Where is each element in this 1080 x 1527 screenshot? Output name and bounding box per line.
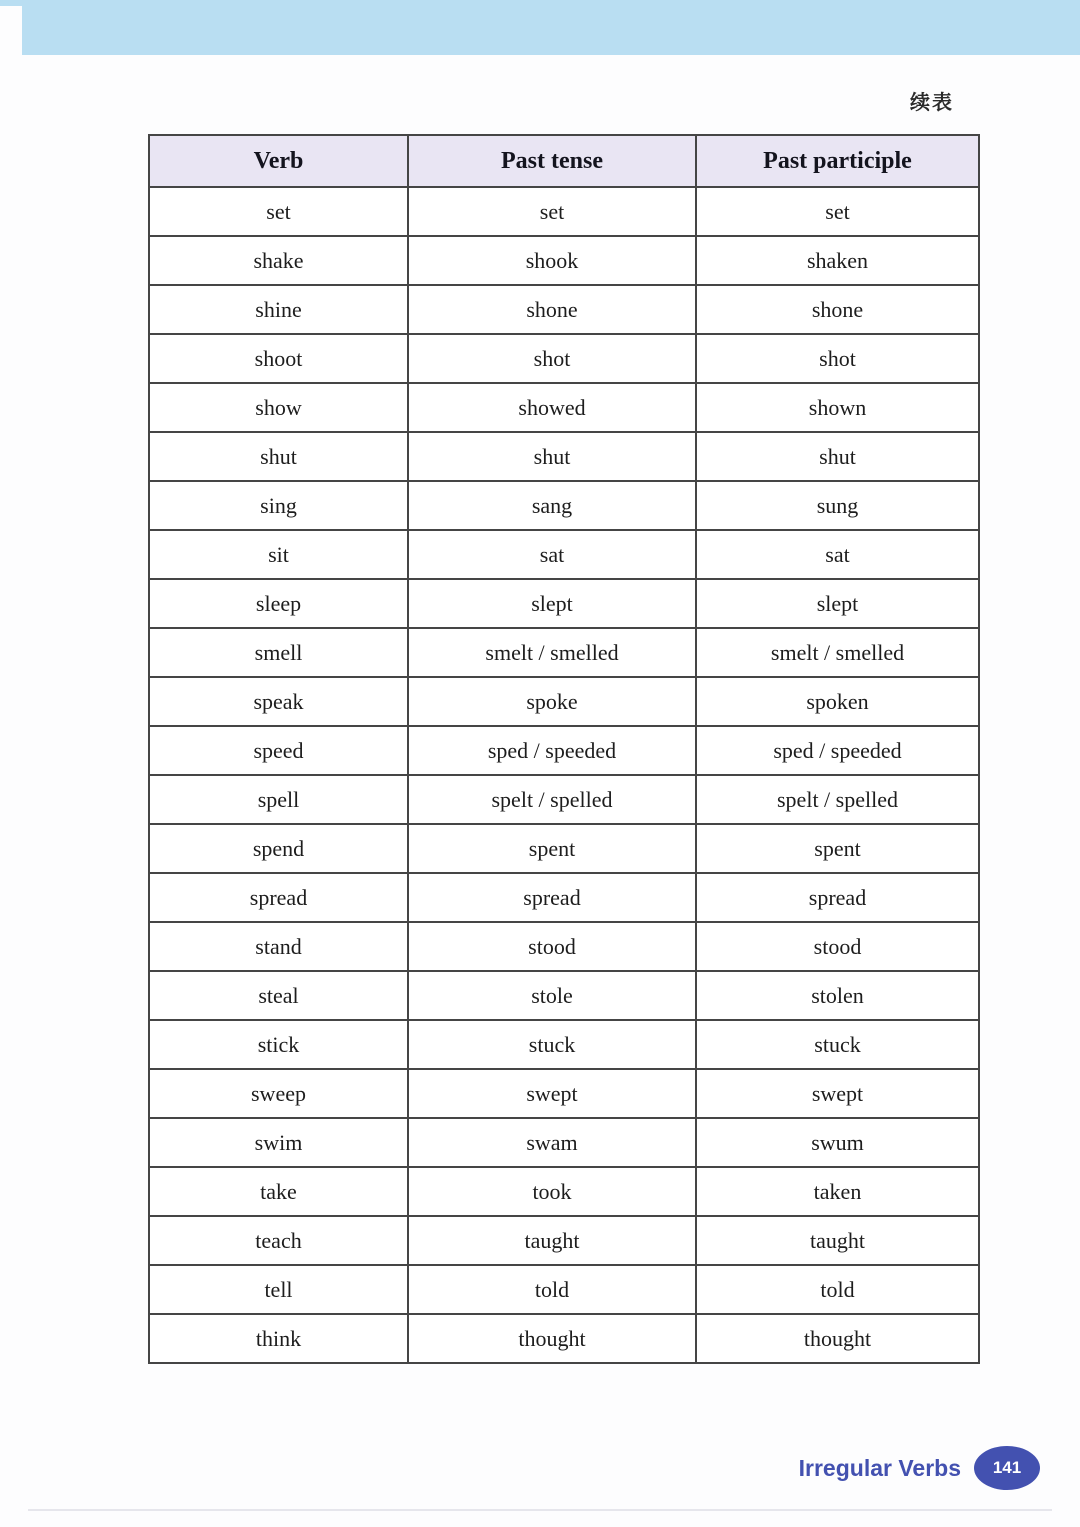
past-tense-cell: spread [408, 873, 696, 922]
past-tense-cell: sat [408, 530, 696, 579]
past-participle-cell: swum [696, 1118, 979, 1167]
past-tense-cell: shook [408, 236, 696, 285]
verb-cell: shake [149, 236, 408, 285]
table-row [149, 677, 979, 726]
table-row [149, 187, 979, 236]
past-tense-cell: spent [408, 824, 696, 873]
irregular-verbs-table [148, 134, 980, 1364]
past-participle-cell: sat [696, 530, 979, 579]
past-participle-cell: sung [696, 481, 979, 530]
past-tense-cell: smelt / smelled [408, 628, 696, 677]
table-row [149, 1167, 979, 1216]
page-top-band [22, 0, 1080, 55]
past-tense-cell: stole [408, 971, 696, 1020]
table-row [149, 334, 979, 383]
table-row [149, 1118, 979, 1167]
table-row [149, 775, 979, 824]
past-participle-cell: set [696, 187, 979, 236]
past-participle-cell: spent [696, 824, 979, 873]
past-participle-cell: shaken [696, 236, 979, 285]
page-number-badge: 141 [974, 1446, 1040, 1490]
past-participle-cell: stuck [696, 1020, 979, 1069]
table-row [149, 873, 979, 922]
verb-cell: swim [149, 1118, 408, 1167]
past-tense-cell: taught [408, 1216, 696, 1265]
past-tense-cell: swept [408, 1069, 696, 1118]
past-participle-cell: shone [696, 285, 979, 334]
verb-cell: sing [149, 481, 408, 530]
past-participle-cell: stolen [696, 971, 979, 1020]
past-participle-cell: shown [696, 383, 979, 432]
past-participle-cell: spread [696, 873, 979, 922]
verb-cell: tell [149, 1265, 408, 1314]
table-row [149, 1216, 979, 1265]
past-tense-cell: slept [408, 579, 696, 628]
table-row [149, 236, 979, 285]
past-participle-cell: spelt / spelled [696, 775, 979, 824]
table-row [149, 285, 979, 334]
column-header-verb: Verb [149, 135, 408, 187]
past-tense-cell: spelt / spelled [408, 775, 696, 824]
verb-cell: show [149, 383, 408, 432]
column-header-past-tense: Past tense [408, 135, 696, 187]
table-body [149, 187, 979, 1363]
past-participle-cell: stood [696, 922, 979, 971]
past-tense-cell: set [408, 187, 696, 236]
verb-cell: teach [149, 1216, 408, 1265]
verb-cell: sweep [149, 1069, 408, 1118]
verb-cell: sit [149, 530, 408, 579]
past-participle-cell: told [696, 1265, 979, 1314]
continued-table-label: 续表 [910, 92, 954, 114]
past-tense-cell: took [408, 1167, 696, 1216]
table-row [149, 922, 979, 971]
table-row [149, 1265, 979, 1314]
past-tense-cell: stood [408, 922, 696, 971]
past-tense-cell: shot [408, 334, 696, 383]
past-participle-cell: taught [696, 1216, 979, 1265]
table-row [149, 628, 979, 677]
verb-cell: shut [149, 432, 408, 481]
past-tense-cell: stuck [408, 1020, 696, 1069]
page-bottom-edge [28, 1509, 1052, 1511]
past-tense-cell: told [408, 1265, 696, 1314]
verb-cell: steal [149, 971, 408, 1020]
past-tense-cell: spoke [408, 677, 696, 726]
past-tense-cell: showed [408, 383, 696, 432]
table-header-row [149, 135, 979, 187]
verb-cell: sleep [149, 579, 408, 628]
verb-cell: spread [149, 873, 408, 922]
verb-cell: shine [149, 285, 408, 334]
page-top-strip [0, 0, 26, 6]
past-tense-cell: swam [408, 1118, 696, 1167]
past-tense-cell: shone [408, 285, 696, 334]
verb-cell: shoot [149, 334, 408, 383]
verb-cell: stand [149, 922, 408, 971]
past-participle-cell: thought [696, 1314, 979, 1363]
table-row [149, 824, 979, 873]
past-participle-cell: sped / speeded [696, 726, 979, 775]
table-row [149, 1069, 979, 1118]
past-participle-cell: shut [696, 432, 979, 481]
table-row [149, 530, 979, 579]
verb-cell: speed [149, 726, 408, 775]
verb-cell: set [149, 187, 408, 236]
table-row [149, 432, 979, 481]
verb-cell: smell [149, 628, 408, 677]
table-row [149, 1314, 979, 1363]
verb-cell: take [149, 1167, 408, 1216]
table-row [149, 579, 979, 628]
verb-cell: spell [149, 775, 408, 824]
past-participle-cell: spoken [696, 677, 979, 726]
verb-cell: think [149, 1314, 408, 1363]
past-tense-cell: sped / speeded [408, 726, 696, 775]
table-row [149, 1020, 979, 1069]
past-participle-cell: shot [696, 334, 979, 383]
past-tense-cell: thought [408, 1314, 696, 1363]
table-row [149, 971, 979, 1020]
table-row [149, 481, 979, 530]
column-header-past-participle: Past participle [696, 135, 979, 187]
verb-cell: stick [149, 1020, 408, 1069]
past-participle-cell: slept [696, 579, 979, 628]
past-participle-cell: swept [696, 1069, 979, 1118]
table-row [149, 726, 979, 775]
past-tense-cell: sang [408, 481, 696, 530]
table-row [149, 383, 979, 432]
footer-section-title: Irregular Verbs [798, 1454, 961, 1481]
past-participle-cell: smelt / smelled [696, 628, 979, 677]
verb-cell: spend [149, 824, 408, 873]
page-footer [799, 1446, 1040, 1490]
past-tense-cell: shut [408, 432, 696, 481]
verb-cell: speak [149, 677, 408, 726]
past-participle-cell: taken [696, 1167, 979, 1216]
